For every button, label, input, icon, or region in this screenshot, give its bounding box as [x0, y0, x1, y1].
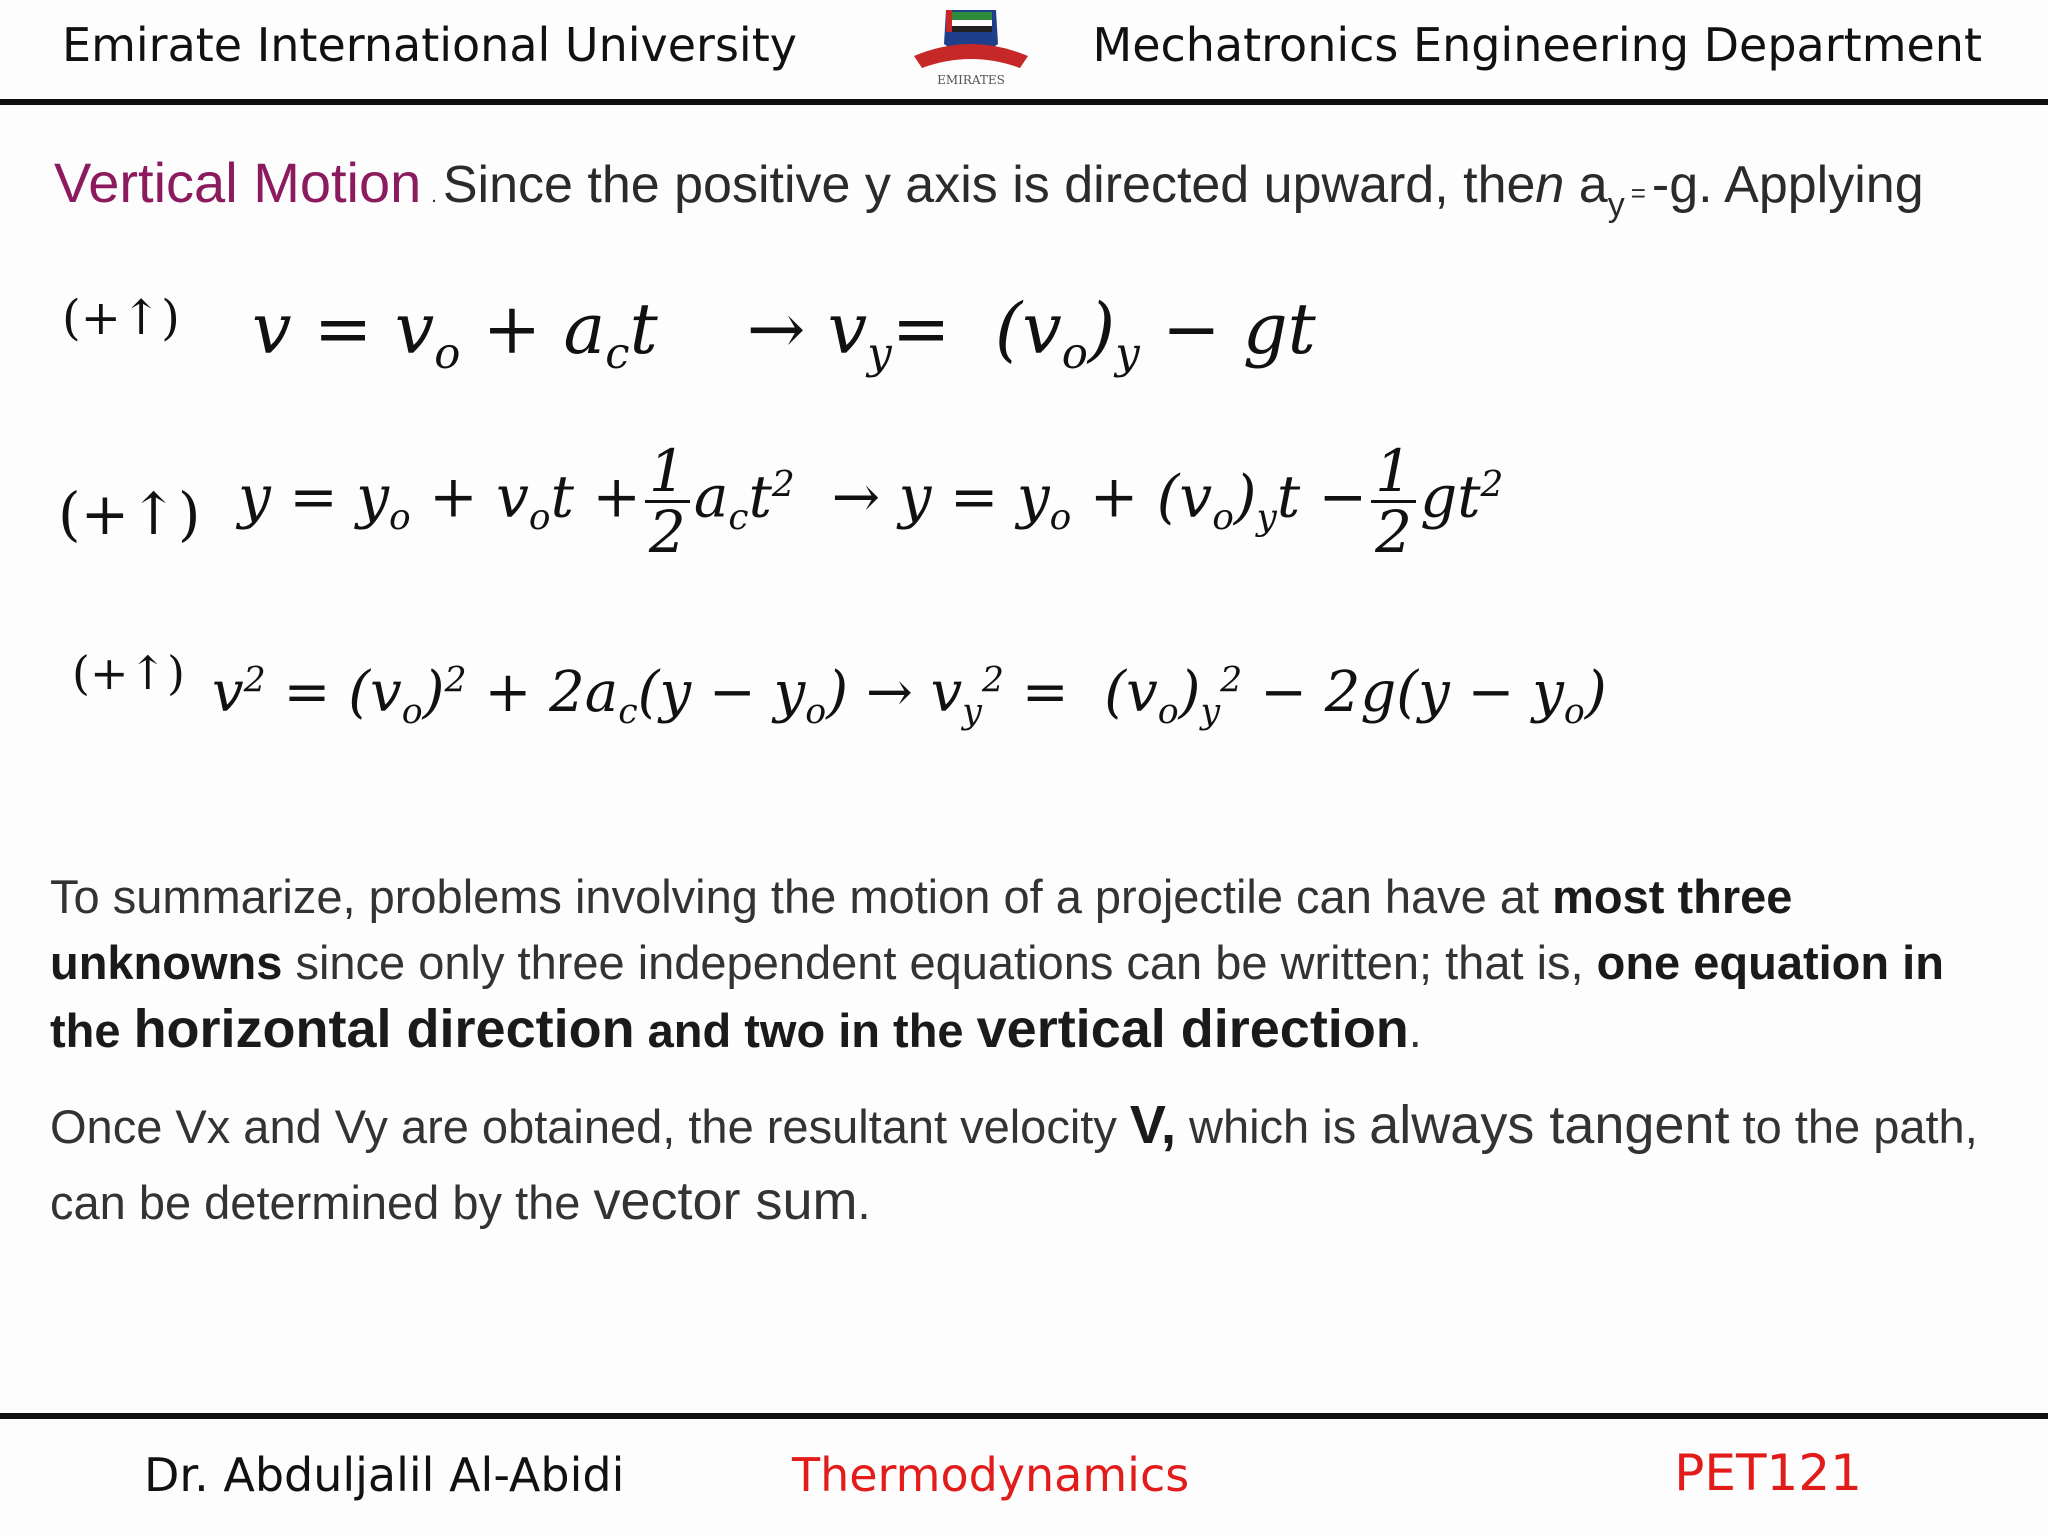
- department-name: Mechatronics Engineering Department: [1092, 18, 1982, 72]
- fraction-numerator: 1: [645, 442, 690, 503]
- eq1-rhs: (v: [994, 288, 1062, 370]
- direction-tag: (+↑): [72, 646, 185, 700]
- intro-value: -g. Applying: [1651, 156, 1924, 214]
- university-name: Emirate International University: [62, 18, 797, 72]
- direction-tag: (+↑): [62, 290, 180, 346]
- eq2-c: t +: [550, 462, 641, 531]
- title-separator: .: [431, 185, 437, 207]
- eq3-g: =: [1021, 660, 1069, 725]
- eq3-close: ): [1178, 660, 1201, 725]
- course-code: PET121: [1674, 1444, 1862, 1502]
- fraction-half: [645, 437, 690, 566]
- eq1-t: t: [629, 288, 658, 370]
- eq2-sub-o4: o: [1212, 497, 1234, 539]
- intro-a: a: [1578, 156, 1608, 214]
- eq2-e: t: [748, 462, 772, 531]
- summary-period: .: [1408, 1004, 1422, 1057]
- resultant-text-3: to the path, can be determined by the: [50, 1100, 1978, 1229]
- summary-bold-5: vertical direction: [976, 999, 1409, 1059]
- eq3-sub-y: y: [962, 692, 982, 733]
- eq1-plus: + a: [482, 288, 606, 370]
- eq3-sub-o3: o: [1157, 692, 1179, 733]
- footer-divider: [0, 1413, 2048, 1419]
- eq1-lhs: v = v: [252, 288, 435, 370]
- resultant-text-1: Once Vx and Vy are obtained, the resultant velocity: [50, 1100, 1117, 1153]
- eq3-j: ): [1584, 660, 1607, 725]
- eq3-e: (y − y: [637, 660, 806, 725]
- eq2-sub-o3: o: [1049, 497, 1072, 539]
- summary-bold-1: most three unknowns: [50, 870, 1793, 989]
- eq3-sup3: 2: [981, 660, 1004, 701]
- header-divider: [0, 99, 2048, 105]
- eq2-sup: 2: [771, 464, 795, 506]
- eq3-sup4: 2: [1220, 660, 1243, 701]
- summary-bold-2: one equation in the: [50, 936, 1944, 1057]
- fraction-denominator: 2: [648, 498, 686, 566]
- eq3-sub-c: c: [618, 692, 638, 733]
- eq3-sub-o4: o: [1563, 692, 1585, 733]
- eq3-sup: 2: [243, 660, 266, 701]
- intro-sub-y: y: [1607, 186, 1625, 224]
- fraction-denominator: 2: [1375, 498, 1413, 566]
- resultant-bold-v: V,: [1129, 1095, 1176, 1155]
- resultant-paragraph: [50, 1088, 2000, 1240]
- eq3-sub-o2: o: [805, 692, 827, 733]
- eq2-sub-o2: o: [528, 497, 551, 539]
- resultant-large-1: always tangent: [1369, 1095, 1730, 1155]
- eq1-sub-o: o: [434, 329, 461, 379]
- summary-bold-4: and two in the: [647, 1004, 964, 1057]
- eq1-rhs-end: − gt: [1161, 288, 1316, 370]
- eq3-a: v: [212, 660, 244, 725]
- eq3-sup2: 2: [444, 660, 467, 701]
- eq2-sub-o: o: [389, 497, 411, 539]
- fraction-half: [1371, 437, 1416, 566]
- intro-equals: =: [1630, 178, 1646, 208]
- eq2-sup2: 2: [1480, 464, 1504, 506]
- summary-text-1: To summarize, problems involving the motion of a projectile can have at: [50, 870, 1540, 923]
- eq2-a: y = y: [238, 462, 390, 531]
- equation-velocity-squared-expr: [212, 660, 1607, 732]
- eq1-rhs-sub-y: y: [1115, 329, 1140, 379]
- eq1-rhs-sub-o: o: [1061, 329, 1088, 379]
- summary-bold-3: horizontal direction: [133, 999, 635, 1059]
- intro-italic: n: [1535, 156, 1565, 214]
- section-title: Vertical Motion: [54, 151, 422, 214]
- eq3-h: (v: [1104, 660, 1158, 725]
- fraction-numerator: 1: [1371, 442, 1416, 503]
- eq3-f: ) → v: [826, 660, 963, 725]
- eq2-j: gt: [1420, 462, 1481, 531]
- eq2-h: ): [1233, 462, 1257, 531]
- resultant-text-2: which is: [1189, 1100, 1357, 1153]
- eq3-b: = (v: [283, 660, 402, 725]
- direction-tag: (+↑): [58, 480, 201, 548]
- equation-velocity-expr: [252, 288, 1316, 379]
- eq2-i: t −: [1276, 462, 1368, 531]
- course-name: Thermodynamics: [792, 1448, 1190, 1502]
- eq1-sub-c: c: [605, 329, 630, 379]
- resultant-large-2: vector sum: [593, 1171, 858, 1231]
- eq3-c: ): [422, 660, 445, 725]
- intro-text: Since the positive y axis is directed upward, the: [442, 156, 1536, 214]
- eq3-sub-y2: y: [1200, 692, 1221, 733]
- eq2-g: + (v: [1089, 462, 1213, 531]
- eq1-rhs-close: ): [1087, 288, 1116, 370]
- university-crest-icon: [906, 4, 1036, 92]
- eq2-sub-c: c: [728, 497, 749, 539]
- equation-position-expr: [238, 437, 1504, 566]
- eq3-sub-o: o: [401, 692, 423, 733]
- summary-paragraph: [50, 864, 2000, 1064]
- eq1-sub-y: y: [867, 329, 892, 379]
- eq1-eq: =: [891, 288, 951, 370]
- summary-text-2: since only three independent equations can be written; that is,: [295, 936, 1584, 989]
- eq3-i: − 2g(y − y: [1260, 660, 1564, 725]
- eq2-sub-y: y: [1256, 497, 1277, 539]
- eq2-b: + v: [429, 462, 529, 531]
- eq2-d: a: [693, 462, 729, 531]
- author-name: Dr. Abduljalil Al-Abidi: [144, 1448, 625, 1502]
- eq1-arrow: → v: [746, 288, 868, 370]
- resultant-period: .: [857, 1176, 871, 1229]
- eq2-f: → y = y: [831, 462, 1050, 531]
- logo-text: EMIRATES: [937, 73, 1005, 87]
- eq3-d: + 2a: [484, 660, 619, 725]
- intro-line: [54, 150, 1924, 224]
